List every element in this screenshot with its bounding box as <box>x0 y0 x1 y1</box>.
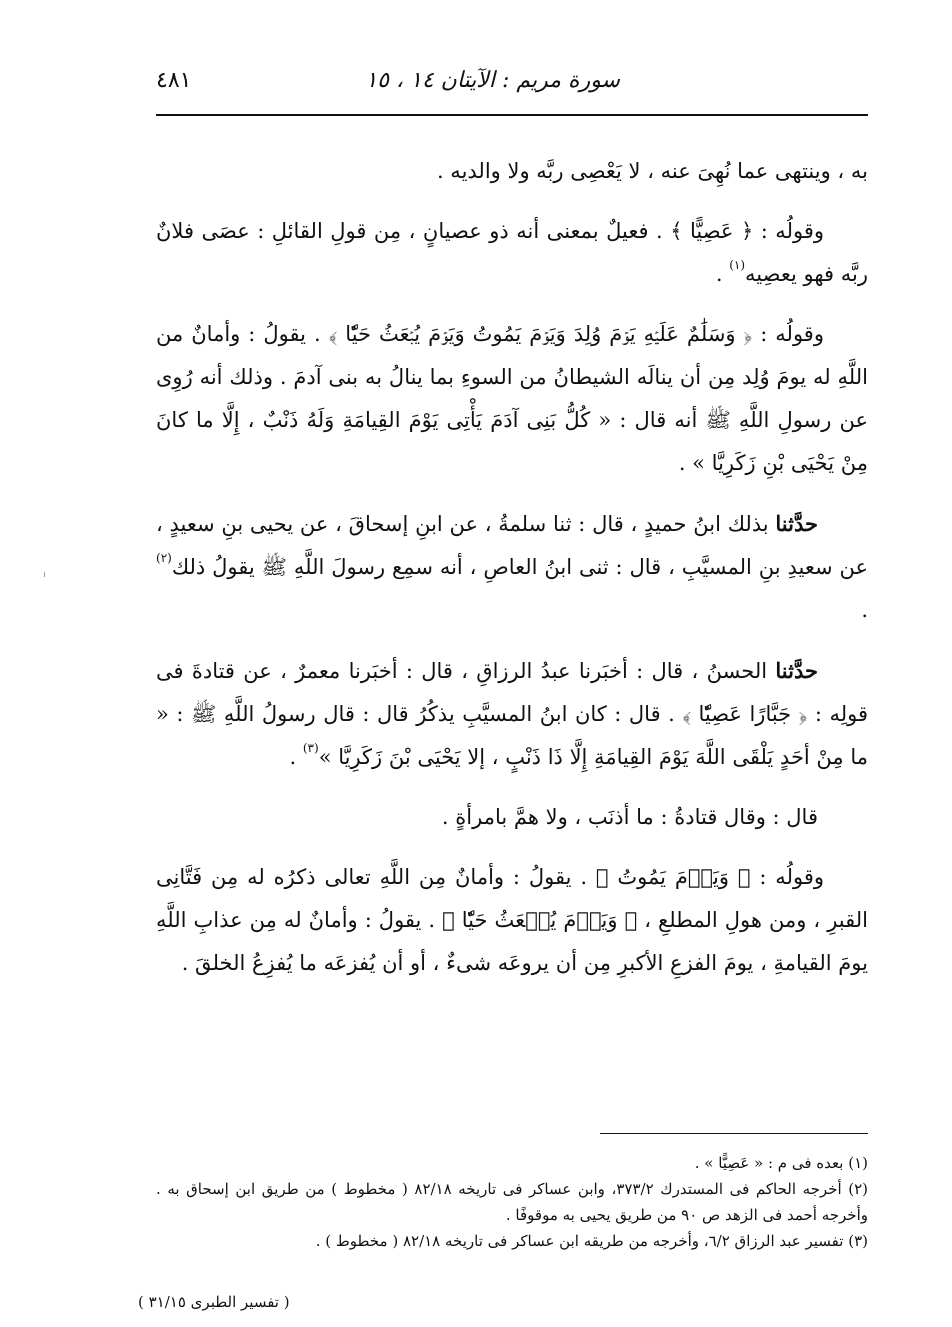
footnote-ref-1: (١) <box>729 258 746 272</box>
page-header <box>156 62 868 110</box>
paragraph-4 <box>156 502 868 632</box>
footnote-1: (١) بعده فى م : « عَصِيًّا » . <box>694 1154 868 1172</box>
paragraph-6: قال : وقال قتادةُ : ما أذنَب ، ولا همَّ بامرأةٍ . <box>441 805 818 829</box>
body-text <box>156 150 868 1002</box>
margin-mark <box>44 572 45 577</box>
footnotes <box>156 1150 868 1254</box>
footnote-ref-3: (٣) <box>302 741 319 755</box>
paragraph-4-end: . <box>861 598 868 622</box>
paragraph-4-text: بذلك ابنُ حميدٍ ، قال : ثنا سلمةُ ، عن ابنِ إسحاقَ ، عن يحيى بنِ سعيدٍ ، عن سعيدِ بنِ المسيَّبِ ، قال : ثنى ابنُ العاصِ ، أنه سمِع رسولَ اللَّهِ ﷺ يقولُ ذلك <box>156 512 868 579</box>
footnote-rule <box>600 1133 868 1134</box>
paragraph-5 <box>156 649 868 779</box>
paragraph-2-text: وقولُه : ﴿ عَصِيًّا ﴾ . فعيلٌ بمعنى أنه ذو عصيانٍ ، مِن قولِ القائلِ : عصَى فلانٌ ربَّه فهو يعصِيه <box>156 219 868 286</box>
paragraph-5-end: . <box>289 745 303 769</box>
footnote-3: (٣) تفسير عبد الرزاق ٦/٢، وأخرجه من طريقه ابن عساكر فى تاريخه ٨٢/١٨ ( مخطوط ) . <box>315 1232 868 1250</box>
paragraph-4-lead: حدَّثنا <box>775 511 818 536</box>
volume-reference: ( تفسير الطبرى ٣١/١٥ ) <box>138 1293 290 1311</box>
paragraph-5-text: الحسنُ ، قال : أخبَرنا عبدُ الرزاقِ ، قال : أخبَرنا معمرٌ ، عن قتادةَ فى قولِه : ﴿ جَبَّارًا عَصِيّٗا ﴾ . قال : كان ابنُ المسيَّبِ يذكُرُ قال : قال رسولُ اللَّهِ ﷺ : « ما مِنْ أحَدٍ يَلْقَى اللَّهَ يَوْمَ القِيامَةِ إِلَّا ذَا ذَنْبٍ ، إلا يَحْيَى بْنَ زَكَرِيَّا » <box>156 659 868 769</box>
footnote-ref-2: (٢) <box>156 551 172 565</box>
paragraph-2-end: . <box>715 262 730 286</box>
page-number: ٤٨١ <box>156 68 192 93</box>
footnote-2: (٢) أخرجه الحاكم فى المستدرك ٣٧٣/٢، وابن عساكر فى تاريخه ٨٢/١٨ ( مخطوط ) من طريق ابن إسحاق به . وأخرجه أحمد فى الزهد ص ٩٠ من طريق يحيى به موقوفًا . <box>156 1180 868 1224</box>
paragraph-7: وقولُه : ﴿ وَيَوۡمَ يَمُوتُ ﴾ . يقولُ : وأمانٌ مِن اللَّهِ تعالى ذكرُه له مِن فَتَّانِى القبرِ ، ومن هولِ المطلعِ ، ﴿ وَيَوۡمَ يُبۡعَثُ حَيّٗا ﴾ . يقولُ : وأمانٌ له مِن عذابِ اللَّهِ يومَ القيامةِ ، يومَ الفزعِ الأكبرِ مِن أن يروعَه شىءٌ ، أو أن يُفزعَه ما يُفزِعُ الخلقَ . <box>156 865 868 975</box>
paragraph-2 <box>156 210 868 296</box>
paragraph-5-lead: حدَّثنا <box>775 658 818 683</box>
paragraph-1: به ، وينتهى عما نُهِىَ عنه ، لا يَعْصِى ربَّه ولا والديه . <box>436 159 868 183</box>
paragraph-3: وقولُه : ﴿ وَسَلَٰمٌ عَلَيۡهِ يَوۡمَ وُلِدَ وَيَوۡمَ يَمُوتُ وَيَوۡمَ يُبۡعَثُ حَيّٗا ﴾ . يقولُ : وأمانٌ من اللَّهِ له يومَ وُلِد مِن أن ينالَه الشيطانُ من السوءِ بما ينالُ به بنى آدمَ . وذلك أنه رُوِى عن رسولِ اللَّهِ ﷺ أنه قال : « كُلُّ بَنِى آدَمَ يَأْتِى يَوْمَ القِيامَةِ وَلَهُ ذَنْبٌ ، إِلَّا ما كانَ مِنْ يَحْيَى بْنِ زَكَرِيَّا » . <box>156 322 868 475</box>
header-rule <box>156 114 868 116</box>
running-title: سورة مريم : الآيتان ١٤ ، ١٥ <box>365 68 620 93</box>
